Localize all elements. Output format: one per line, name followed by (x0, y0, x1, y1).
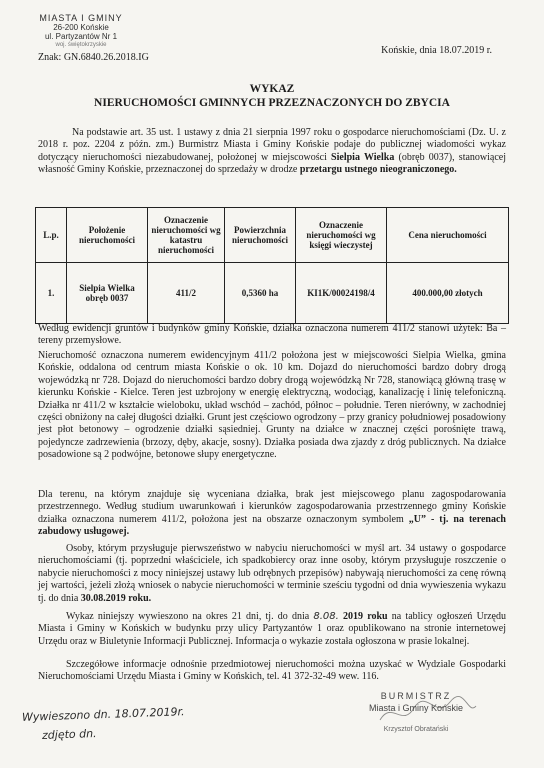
intro-text: Na podstawie art. 35 ust. 1 ustawy z dnia 21 sierpnia 1997 roku o gospodarce nieruchomościami (Dz. U. z 2018 r. poz. 2204 z późn. zm.) Burmistrz Miasta i Gminy Końskie podaje do publicznej wiadomości wykaz dotyczący nieruchomości niezabudowanej, położonej w miejscowości (38, 127, 506, 163)
zoning-paragraph (38, 489, 506, 539)
office-stamp (26, 14, 136, 50)
land-use-paragraph: Według ewidencji gruntów i budynków gminy Końskie, działka oznaczona numerem 411/2 stanowi użytek: Ba – tereny przemysłowe. (38, 323, 506, 347)
col-price: Cena nieruchomości (387, 208, 509, 263)
priority-text: Osoby, którym przysługuje pierwszeństwo w nabyciu nieruchomości w myśl art. 34 ustawy o gospodarce nieruchomościami (tj. poprzedni właściciele, ich spadkobiercy oraz inne osoby, którym przysługuje roszczenie o nabycie nieruchomości z mocy niniejszej ustawy lub odrębnych przepisów) nabywają nieruchomości za cenę równą jej wartości, jeżeli złożą wniosek o nabycie nieruchomości w terminie sześciu tygodni od dnia wywieszenia wykazu tj. do dnia (38, 543, 506, 604)
zoning-text: Dla terenu, na którym znajduje się wyceniana działka, brak jest miejscowego planu zagospodarowania przestrzennego. Według studium uwarunkowań i kierunków zagospodarowania przestrzennego gminy Końskie działka oznaczona numerem 411/2, położona jest na obszarze oznaczonym symbolem (38, 489, 506, 525)
cell-location: Sielpia Wielka obręb 0037 (67, 263, 148, 324)
stamp-line-4: woj. świętokrzyskie (55, 42, 107, 48)
document-title: WYKAZ (249, 83, 295, 95)
cell-cadastre: 411/2 (148, 263, 225, 324)
reference-number: Znak: GN.6840.26.2018.IG (38, 52, 149, 63)
priority-paragraph (38, 543, 506, 605)
posting-text: Wykaz niniejszy wywieszono na okres 21 dni, tj. do dnia (66, 611, 314, 622)
priority-deadline: 30.08.2019 roku. (80, 592, 152, 604)
handwritten-removed-note: zdjęto dn. (41, 727, 97, 742)
handwritten-posted-note: Wywieszono dn. 18.07.2019r. (21, 705, 185, 724)
col-cadastre: Oznaczenie nieruchomości wg katastru nieruchomości (148, 208, 225, 263)
document-subtitle: NIERUCHOMOŚCI GMINNYCH PRZEZNACZONYCH DO ZBYCIA (94, 97, 450, 109)
mayor-office: Miasta i Gminy Końskie (368, 703, 464, 713)
posting-text-2: na tablicy ogłoszeń Urzędu Miasta i Gminy w Końskich w budynku przy ulicy Partyzantów 1 oraz opublikowano na stronie internetowej Urzędu oraz w Biuletynie Informacji Publicznej. Informacja o wykazie została ogłoszona w prasie lokalnej. (38, 611, 506, 647)
stamp-line-2: 26-200 Końskie (53, 23, 109, 32)
place-and-date: Końskie, dnia 18.07.2019 r. (381, 45, 492, 56)
stamp-line-3: ul. Partyzantów Nr 1 (44, 32, 118, 41)
intro-location: Sielpia Wielka (331, 151, 395, 163)
table-header-row (36, 208, 509, 263)
posting-paragraph (38, 611, 506, 648)
description-paragraph: Nieruchomość oznaczona numerem ewidencyjnym 411/2 położona jest w miejscowości Sielpia Wielka, gmina Końskie, oddalona od centrum miasta Końskie o ok. 10 km. Dojazd do nieruchomości bardzo dobry drogą wojewódzką nr 728. Dojazd do nieruchomości bardzo dobry drogą wojewódzką Nr 728, stanowiącą główną trasę w kierunku Końskie - Kielce. Teren jest uzbrojony w energię elektryczną, wodociąg, kanalizację i linię telefoniczną. Działka nr 411/2 w kształcie wieloboku, układ wschód – zachód, północ – południe. Teren nierówny, w zachodniej części obniżony na całej długości działki. Grunt jest częściowo ogrodzony – przy granicy południowej posadowiony jest płot betonowy – ogrodzenie działki sąsiedniej. Grunty na działce w znacznej części porośnięte trawą, pojedyncze zadrzewienia (brzozy, dęby, akacje, sosny). Działka posiada dwa zjazdy z dróg publicznych. Na działce posadowione są 2 podwójne, betonowe słupy energetyczne. (38, 350, 506, 461)
intro-tender: przetargu ustnego nieograniczonego. (299, 164, 457, 176)
intro-text-2: (obręb 0037), stanowiącej własność Gminy Końskie, przeznaczonej do sprzedaży w drodze (38, 151, 506, 176)
cell-lp: 1. (36, 263, 67, 324)
cell-area: 0,5360 ha (225, 263, 296, 324)
zoning-symbol: „U” - tj. na terenach zabudowy usługowej. (38, 513, 506, 538)
mayor-title: BURMISTRZ (380, 691, 452, 701)
col-lp: L.p. (36, 208, 67, 263)
table-row (36, 263, 509, 324)
cell-price: 400.000,00 złotych (387, 263, 509, 324)
contact-paragraph: Szczegółowe informacje odnośnie przedmiotowej nieruchomości można uzyskać w Wydziale Gospodarki Nieruchomościami Urzędu Miasta i Gminy w Końskich, tel. 41 372-32-49 wew. 116. (38, 659, 506, 683)
signature-scribble (372, 690, 482, 730)
col-location: Położenie nieruchomości (67, 208, 148, 263)
stamp-line-1: MIASTA I GMINY (39, 13, 123, 23)
col-area: Powierzchnia nieruchomości (225, 208, 296, 263)
handwritten-date: 8.08. (313, 611, 339, 622)
cell-land-register: KI1K/00024198/4 (296, 263, 387, 324)
posting-year: 2019 roku (343, 611, 388, 622)
intro-paragraph (38, 127, 506, 177)
property-table (35, 207, 509, 324)
mayor-name: Krzysztof Obratański (383, 726, 449, 733)
col-land-register: Oznaczenie nieruchomości wg księgi wieczystej (296, 208, 387, 263)
